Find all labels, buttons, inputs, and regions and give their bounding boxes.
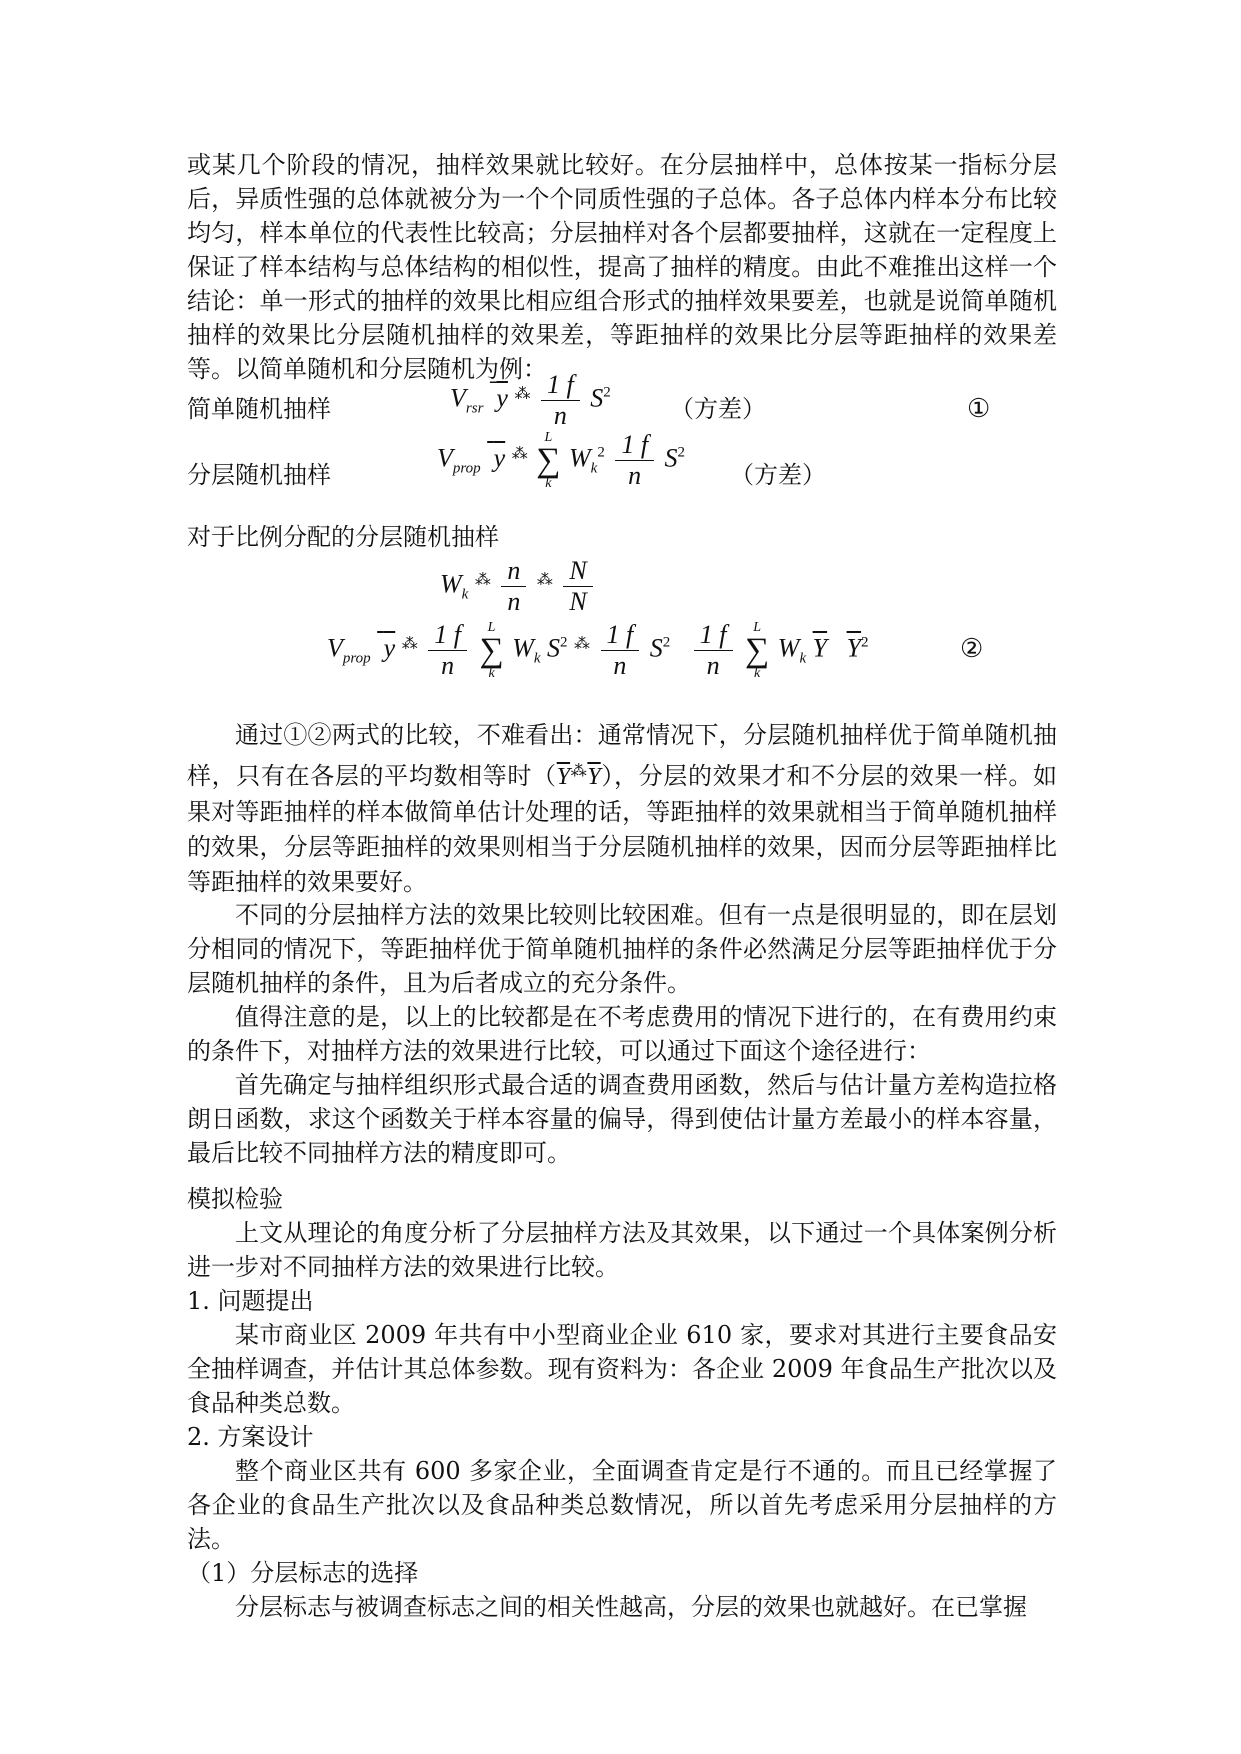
formula-srs-variance: $V_{rsr}$ y ⁂ $\frac{1 f}{n}$ $S^2$ <box>450 370 611 430</box>
paragraph-intro: 或某几个阶段的情况，抽样效果就比较好。在分层抽样中，总体按某一指标分层后，异质性强的总体就被分为一个个同质性强的子总体。各子总体内样本分布比较均匀，样本单位的代表性比较高；分层抽样对各个层都要抽样，这就在一定程度上保证了样本结构与总体结构的相似性，提高了抽样的精度。由此不难推出这样一个结论：单一形式的抽样的效果比相应组合形式的抽样效果要差，也就是说简单随机抽样的效果比分层随机抽样的效果差，等距抽样的效果比分层等距抽样的效果差等。以简单随机和分层随机为例： <box>187 151 1057 383</box>
section-heading-simulation: 模拟检验 <box>187 1185 283 1213</box>
formula-weight: $W_k$ ⁂ $\frac{n}{n}$ ⁂ $\frac{N}{N}$ <box>440 556 597 617</box>
formula-proportional-variance: $V_{prop}$ y ⁂ $\frac{1 f}{n}$ L ∑ k $W_k$ $S^2$ ⁂ $\frac{1 f}{n}$ $S^2$ $\frac{1 f}{n}$ L ∑ k $W_k$ $\overline{Y}$ $\overline{Y}^2$ <box>327 619 869 681</box>
formula-prop-variance: $V_{prop}$ y ⁂ L ∑ k $W_k^2$ $\frac{1 f}{n}$ $S^2$ <box>437 429 686 491</box>
heading-design: 2. 方案设计 <box>187 1423 314 1451</box>
heading-problem: 1. 问题提出 <box>187 1287 314 1315</box>
equation-number-1: ① <box>967 394 991 424</box>
paragraph-cost-note: 值得注意的是，以上的比较都是在不考虑费用的情况下进行的，在有费用约束的条件下，对抽样方法的效果进行比较，可以通过下面这个途径进行： <box>187 1003 1057 1065</box>
paragraph-lagrange: 首先确定与抽样组织形式最合适的调查费用函数，然后与估计量方差构造拉格朗日函数，求这个函数关于样本容量的偏导，得到使估计量方差最小的样本容量，最后比较不同抽样方法的精度即可。 <box>187 1071 1057 1167</box>
variance-note-1: （方差） <box>670 395 766 423</box>
paragraph-design: 整个商业区共有 600 多家企业，全面调查肯定是行不通的。而且已经掌握了各企业的食品生产批次以及食品种类总数情况，所以首先考虑采用分层抽样的方法。 <box>187 1457 1057 1553</box>
equation-number-2: ② <box>960 634 984 664</box>
paragraph-comparison: 通过①②两式的比较，不难看出：通常情况下，分层随机抽样优于简单随机抽样，只有在各层的平均数相等时$(\overline{Y}^⁂\overline{Y})$，分层的效果才和不分层的效果一样。如果对等距抽样的样本做简单估计处理的话，等距抽样的效果就相当于简单随机抽样的效果，分层等距抽样的效果则相当于分层随机抽样的效果，因而分层等距抽样比等距抽样的效果要好。 <box>187 721 1058 896</box>
label-stratified-random: 分层随机抽样 <box>187 461 331 489</box>
paragraph-methods-difficulty: 不同的分层抽样方法的效果比较则比较困难。但有一点是很明显的，即在层划分相同的情况下，等距抽样优于简单随机抽样的条件必然满足分层等距抽样优于分层随机抽样的条件，且为后者成立的充分条件。 <box>187 901 1057 997</box>
variance-note-2: （方差） <box>730 461 826 489</box>
paragraph-problem: 某市商业区 2009 年共有中小型商业企业 610 家，要求对其进行主要食品安全抽样调查，并估计其总体参数。现有资料为：各企业 2009 年食品生产批次以及食品种类总数。 <box>187 1321 1057 1417</box>
label-simple-random: 简单随机抽样 <box>187 395 331 423</box>
paragraph-strata-selection: 分层标志与被调查标志之间的相关性越高，分层的效果也就越好。在已掌握 <box>235 1593 1027 1621</box>
paragraph-simulation-intro: 上文从理论的角度分析了分层抽样方法及其效果，以下通过一个具体案例分析进一步对不同抽样方法的效果进行比较。 <box>187 1219 1057 1281</box>
label-proportional-allocation: 对于比例分配的分层随机抽样 <box>187 523 499 551</box>
heading-strata-selection: （1）分层标志的选择 <box>187 1559 419 1587</box>
